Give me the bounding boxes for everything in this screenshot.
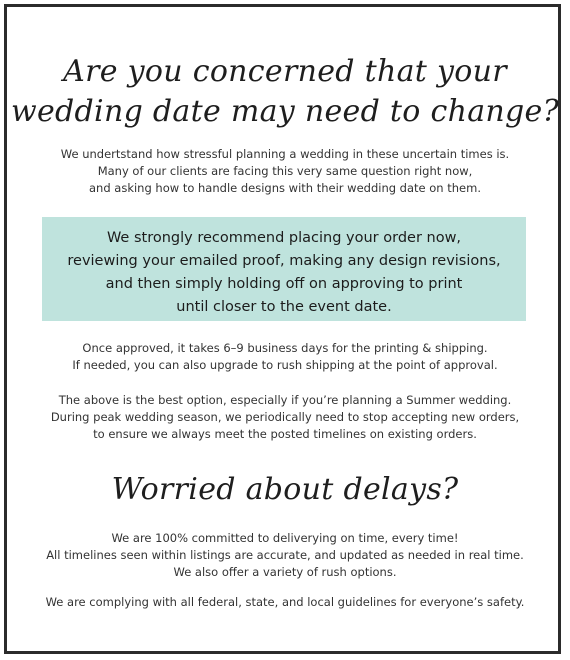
intro-line: Many of our clients are facing this very same question right now,: [97, 164, 473, 178]
intro-line: and asking how to handle designs with their wedding date on them.: [89, 181, 481, 195]
approval-paragraph: [0, 340, 570, 374]
delays-line: All timelines seen within listings are accurate, and updated as needed in real time.: [46, 548, 524, 562]
top-heading-line-2: wedding date may need to change?: [11, 94, 559, 129]
summer-paragraph: [0, 392, 570, 443]
recommendation-callout: [42, 217, 526, 321]
intro-line: We undertstand how stressful planning a wedding in these uncertain times is.: [60, 147, 510, 161]
callout-line: reviewing your emailed proof, making any design revisions,: [67, 253, 501, 269]
approval-line: If needed, you can also upgrade to rush shipping at the point of approval.: [72, 358, 498, 372]
delays-paragraph: [0, 530, 570, 581]
approval-line: Once approved, it takes 6–9 business days for the printing & shipping.: [82, 341, 488, 355]
callout-line: and then simply holding off on approving to print: [105, 276, 463, 292]
safety-paragraph: [0, 594, 570, 611]
callout-line: until closer to the event date.: [176, 299, 392, 315]
callout-line: We strongly recommend placing your order now,: [106, 230, 462, 246]
delays-heading: Worried about delays?: [111, 472, 459, 507]
summer-line: The above is the best option, especially if you’re planning a Summer wedding.: [58, 393, 512, 407]
delays-line: We also offer a variety of rush options.: [173, 565, 397, 579]
safety-line: We are complying with all federal, state, and local guidelines for everyone’s safety.: [45, 595, 525, 609]
intro-paragraph: [0, 146, 570, 197]
summer-line: During peak wedding season, we periodically need to stop accepting new orders,: [50, 410, 520, 424]
summer-line: to ensure we always meet the posted timelines on existing orders.: [93, 427, 477, 441]
delays-line: We are 100% committed to deliverying on time, every time!: [111, 531, 459, 545]
top-heading-line-1: Are you concerned that your: [63, 54, 507, 89]
top-heading: [0, 52, 570, 132]
